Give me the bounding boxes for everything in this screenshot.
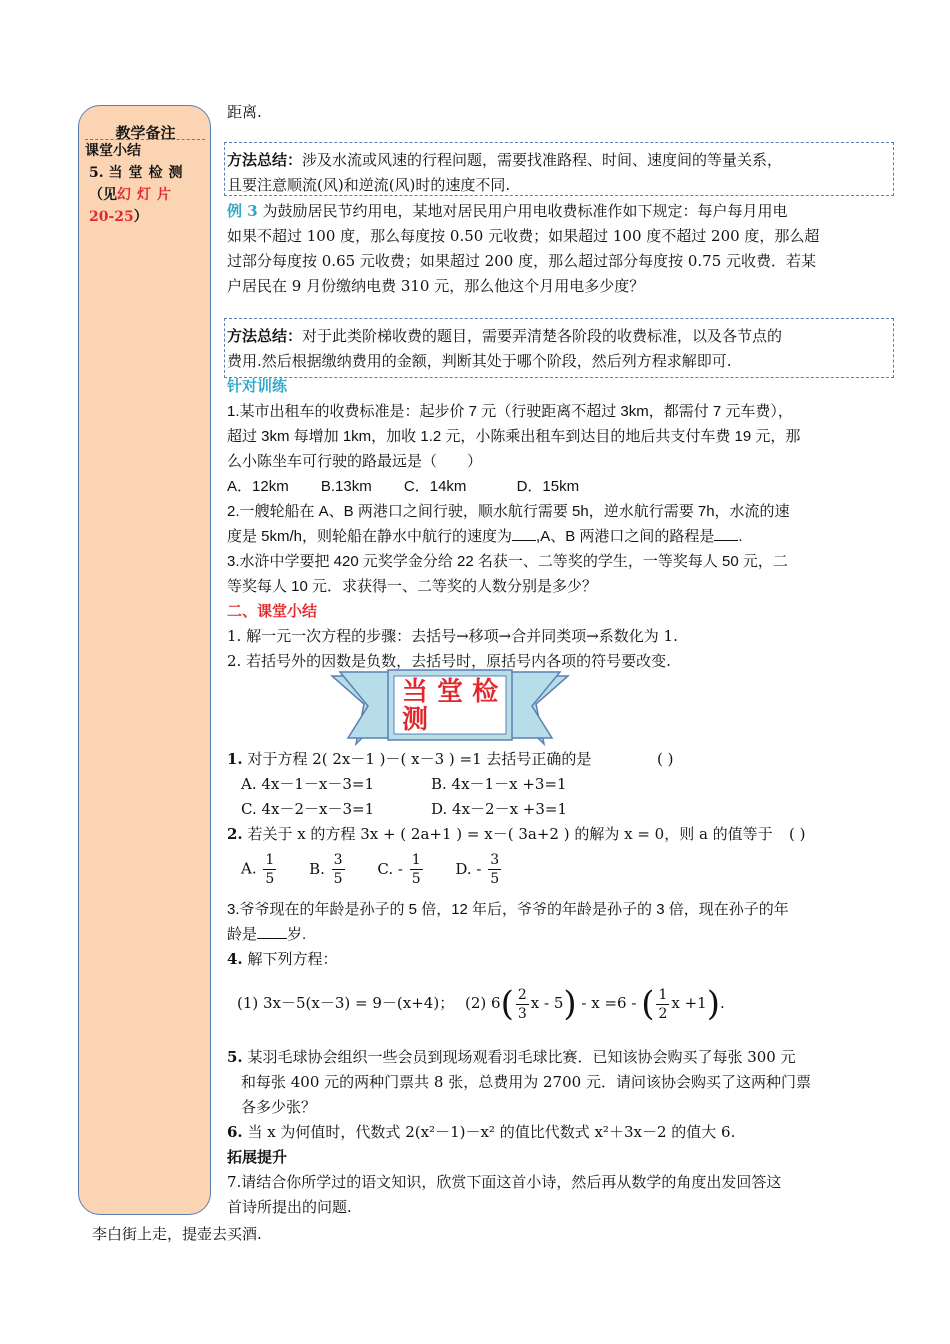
q2-frac-a: $\frac{1}{5}$ — [265, 852, 275, 887]
option-b: B.13km — [320, 478, 372, 495]
example3-line4: 户居民在 9 月份缴纳电费 310 元，那么他这个月用电多少度？ — [227, 277, 645, 295]
test-q6: 6. 当 x 为何值时，代数式 2(x²－1)－x² 的值比代数式 x²＋3x－2 的值大 6. — [227, 1123, 736, 1141]
extension-line2: 首诗所提出的问题. — [227, 1198, 352, 1216]
sidebar-section — [89, 162, 204, 228]
method1-line1: 方法总结：涉及水流或风速的行程问题，需要找准路程、时间、速度间的等量关系， — [227, 151, 783, 169]
sidebar-section-number: 5. — [89, 165, 104, 181]
test-q1-option-a: A. 4x－1－x－3=1 — [241, 775, 375, 793]
sidebar-note-close: ） — [133, 209, 148, 225]
example3-line2: 如果不超过 100 度，那么每度按 0.50 元收费；如果超过 100 度不超过 200 度，那么超 — [227, 227, 820, 245]
option-a: A．12km — [227, 478, 289, 495]
sidebar-note-open: （见 — [89, 187, 117, 203]
poem-line: 李白街上走，提壶去买酒. — [92, 1225, 262, 1243]
test-q1: 1. 对于方程 2( 2x－1 )－( x－3 ) =1 去括号正确的是 ( ) — [227, 750, 674, 768]
q2-frac-c: $\frac{1}{5}$ — [411, 852, 421, 887]
option-d: D．15km — [516, 478, 580, 495]
q2-option-c: C. - — [377, 859, 403, 878]
extension-line1: 7.请结合你所学过的语文知识，欣赏下面这首小诗，然后再从数学的角度出发回答这 — [227, 1173, 782, 1191]
test-q1-option-b: B. 4x－1－x +3=1 — [431, 775, 567, 793]
summary-title: 二、课堂小结 — [227, 602, 318, 620]
training-q1-line1: 1.某市出租车的收费标准是：起步价 7 元（行驶距离不超过 3km，都需付 7 元车费）， — [227, 403, 793, 420]
training-q2-line1: 2.一艘轮船在 A、B 两港口之间行驶，顺水航行需要 5h，逆水航行需要 7h，水流的速 — [227, 503, 790, 520]
test-q1-option-d: D. 4x－2－x +3=1 — [431, 800, 568, 818]
test-q3-line1: 3.爷爷现在的年龄是孙子的 5 倍，12 年后，爷爷的年龄是孙子的 3 倍，现在孙子的年 — [227, 901, 789, 918]
summary-point-2: 2. 若括号外的因数是负数，去括号时，原括号内各项的符号要改变. — [227, 652, 671, 670]
sidebar-subtitle: 课堂小结 — [85, 139, 205, 160]
test-banner — [330, 668, 570, 750]
test-q4-equations: (1) 3x－5(x－3) = 9－(x+4)； (2) 6( $\frac{2}{3}$ x - 5) - x =6 - ( $\frac{1}{2}$ x +1). — [237, 984, 725, 1024]
test-q2-options — [241, 851, 503, 888]
banner-text-line1: 当 堂 检 — [402, 677, 499, 707]
method2-line1: 方法总结：对于此类阶梯收费的题目，需要弄清楚各阶段的收费标准，以及各节点的 — [227, 327, 783, 345]
example3-line3: 过部分每度按 0.65 元收费；如果超过 200 度，那么超过部分每度按 0.75 元收费．若某 — [227, 252, 817, 270]
method1-line2: 且要注意顺流(风)和逆流(风)时的速度不同. — [227, 176, 511, 194]
top-line: 距离. — [227, 103, 262, 121]
training-q1-line3: 么小陈坐车可行驶的路最远是（ ） — [227, 453, 483, 470]
sidebar-note-range: 20-25 — [89, 209, 134, 225]
q2-frac-b: $\frac{3}{5}$ — [333, 852, 343, 887]
summary-point-1: 1. 解一元一次方程的步骤：去括号→移项→合并同类项→系数化为 1. — [227, 627, 678, 645]
q4-equation-2-label: (2) — [464, 994, 487, 1012]
test-q1-option-c: C. 4x－2－x－3=1 — [241, 800, 375, 818]
training-q1-options — [227, 474, 579, 499]
training-title: 针对训练 — [227, 377, 288, 395]
extension-title: 拓展提升 — [227, 1148, 288, 1166]
option-c: C．14km — [403, 478, 467, 495]
training-q3-line2: 等奖每人 10 元．求获得一、二等奖的人数分别是多少？ — [227, 578, 598, 595]
test-q5-line3: 各多少张？ — [241, 1098, 317, 1116]
test-q5-line2: 和每张 400 元的两种门票共 8 张，总费用为 2700 元．请问该协会购买了这两种门票 — [241, 1073, 811, 1091]
notes-sidebar — [78, 105, 211, 1215]
q2-option-b: B. — [309, 859, 325, 878]
test-q4: 4. 解下列方程： — [227, 950, 338, 968]
sidebar-note-slides: 幻灯片 — [117, 187, 177, 203]
sidebar-title: 教学备注 — [115, 124, 176, 142]
test-q3-line2: 龄是 岁. — [227, 922, 306, 947]
test-q5-line1: 5. 某羽毛球协会组织一些会员到现场观看羽毛球比赛．已知该协会购买了每张 300 元 — [227, 1048, 796, 1066]
banner-text-line2: 测 — [402, 705, 429, 735]
training-q3-line1: 3.水浒中学要把 420 元奖学金分给 22 名获一、二等奖的学生，一等奖每人 50 元，二 — [227, 553, 788, 570]
q2-frac-d: $\frac{3}{5}$ — [490, 852, 500, 887]
sidebar-section-title: 当堂检测 — [108, 165, 189, 181]
training-q1-line2: 超过 3km 每增加 1km，加收 1.2 元，小陈乘出租车到达目的地后共支付车费 19 元，那 — [227, 428, 801, 445]
test-q2: 2. 若关于 x 的方程 3x + ( 2a+1 ) = x－( 3a+2 ) 的解为 x = 0，则 a 的值等于 ( ) — [227, 825, 806, 843]
q4-equation-1: (1) 3x－5(x－3) = 9－(x+4)； — [237, 994, 455, 1012]
example3-line1: 例 3 为鼓励居民节约用电，某地对居民用户用电收费标准作如下规定：每户每月用电 — [227, 202, 788, 220]
q2-option-a: A. — [241, 859, 257, 878]
q2-option-d: D. - — [455, 859, 482, 878]
training-q2-line2: 度是 5km/h，则轮船在静水中航行的速度为 ,A、B 两港口之间的路程是 . — [227, 524, 743, 549]
method2-line2: 费用.然后根据缴纳费用的金额，判断其处于哪个阶段，然后列方程求解即可. — [227, 352, 732, 370]
